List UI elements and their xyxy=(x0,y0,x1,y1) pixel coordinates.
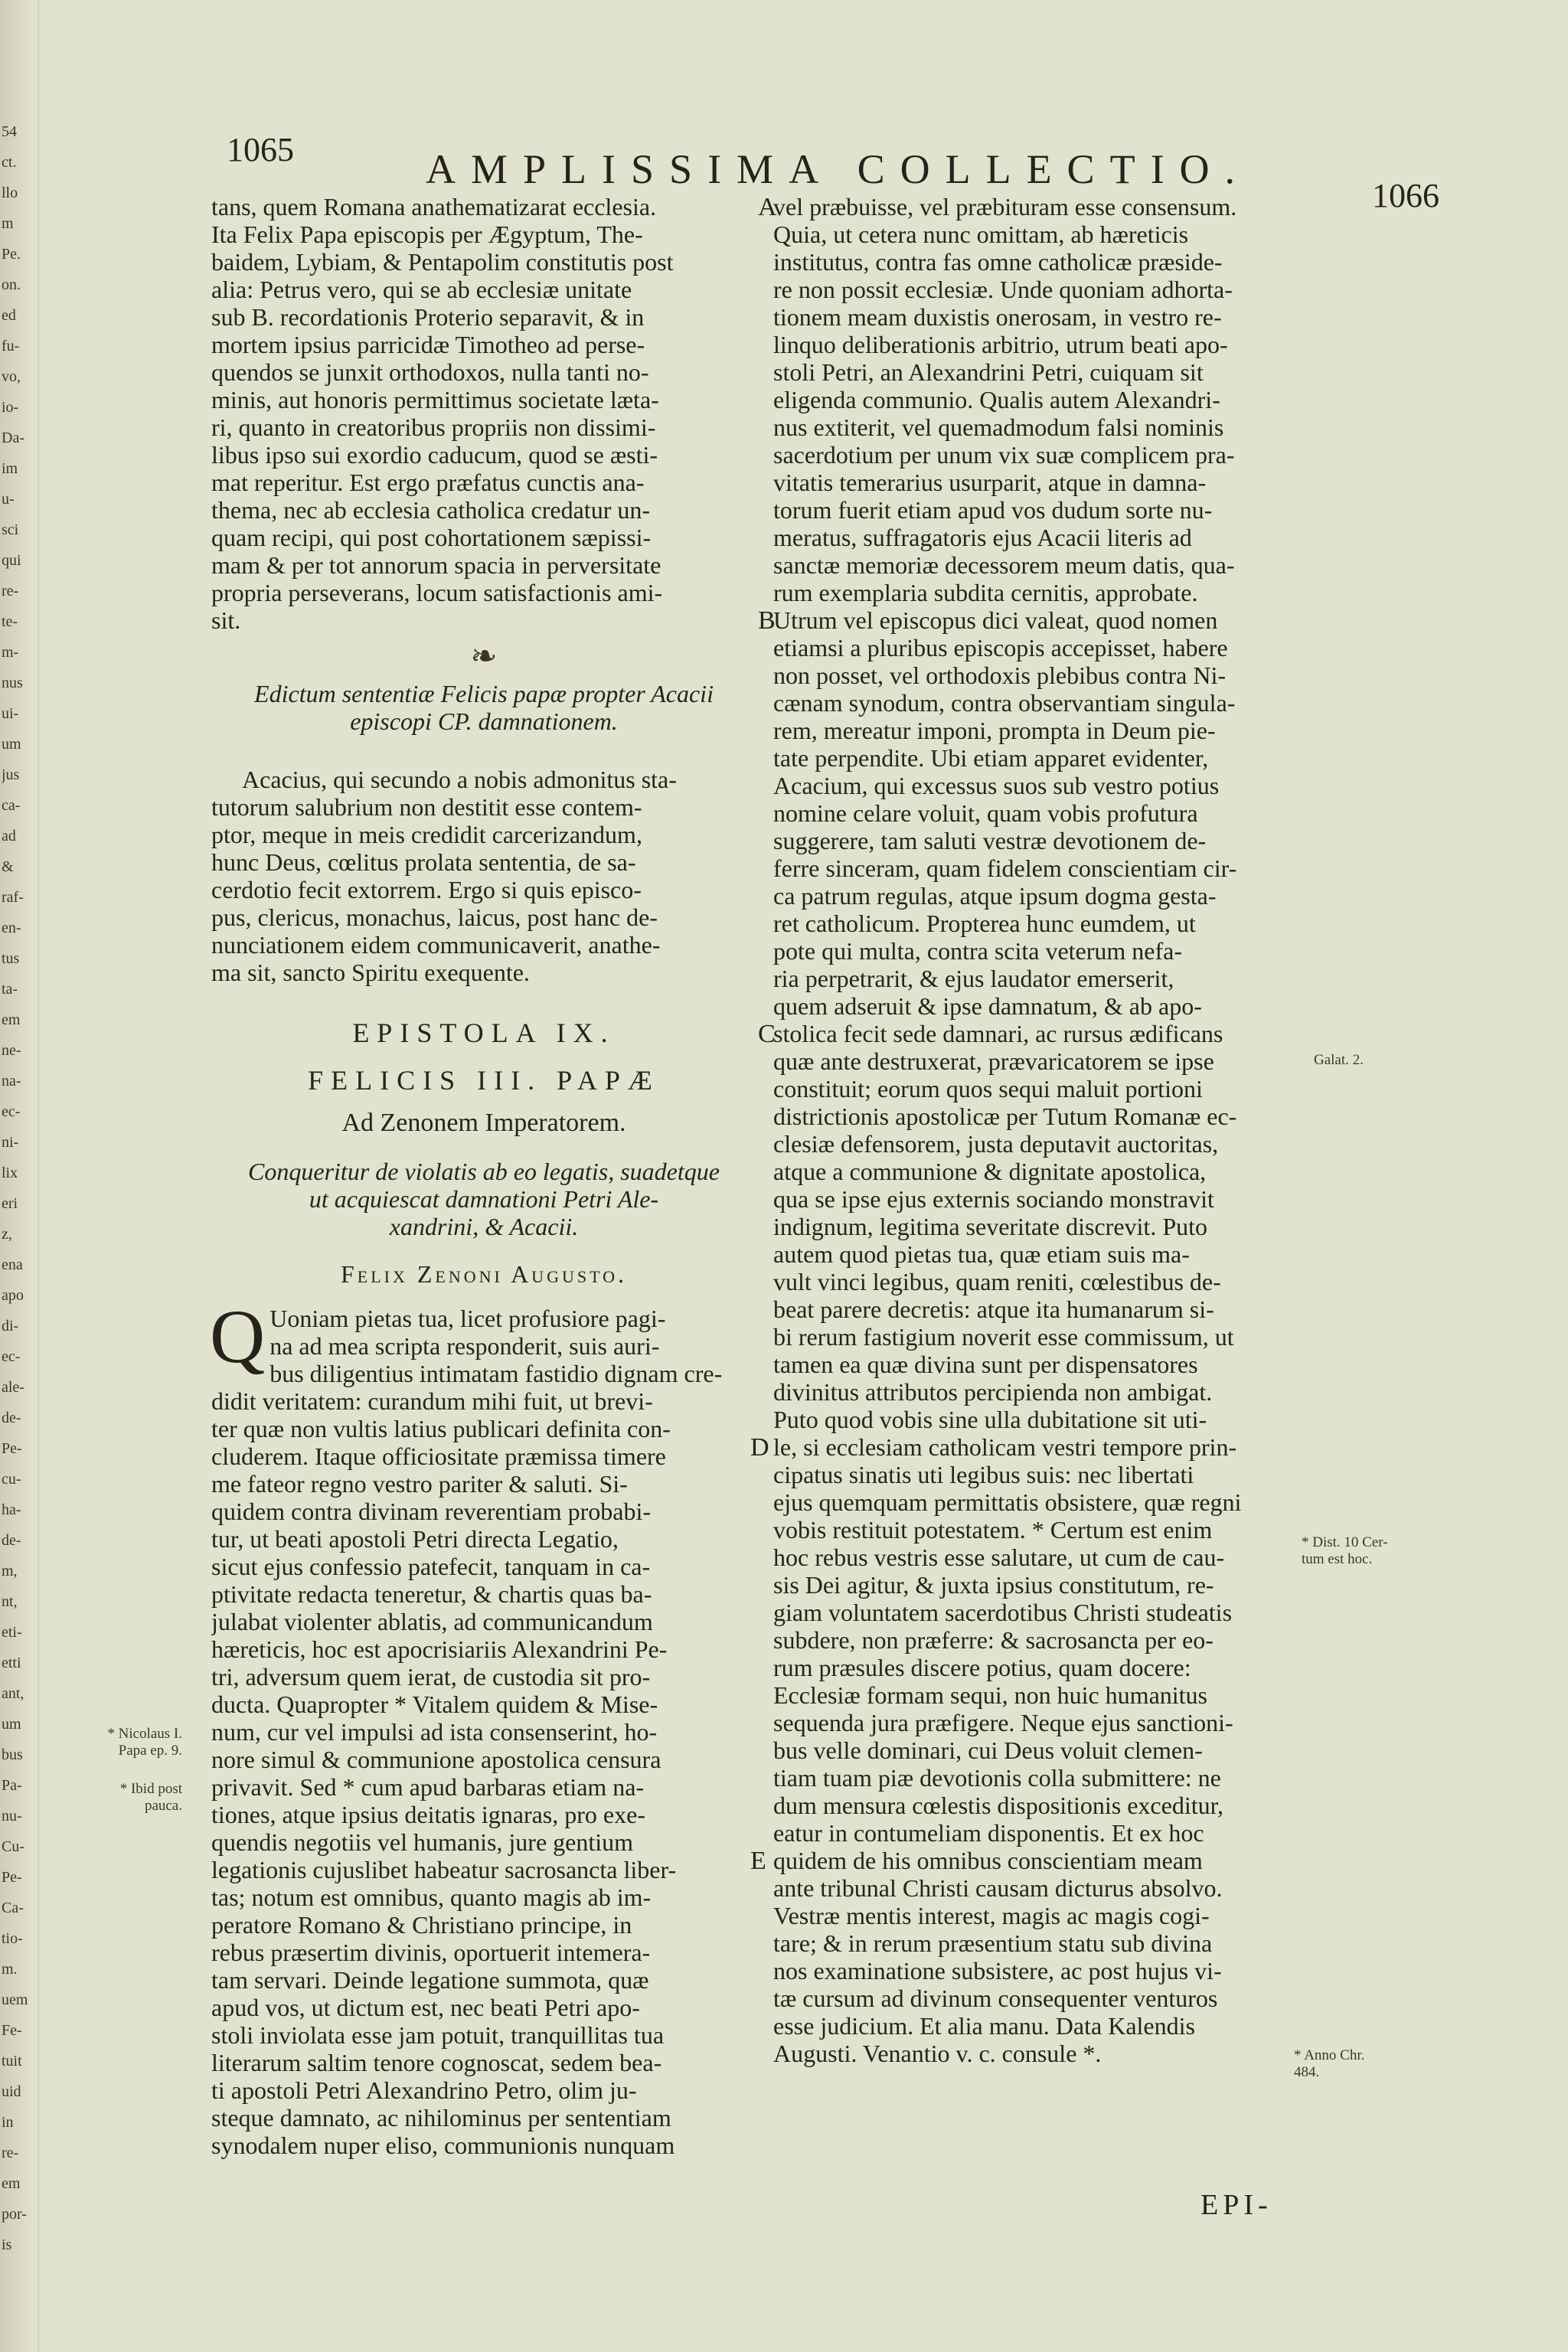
text-line: stoli Petri, an Alexandrini Petri, cuiquam sit xyxy=(773,358,1204,386)
text-line: divinitus attributos percipienda non ambigat. xyxy=(773,1378,1213,1406)
text-line: literarum saltim tenore cognoscat, sedem bea- xyxy=(211,2049,662,2076)
drop-cap: Q xyxy=(210,1294,266,1379)
summary-line-1: Conqueritur de violatis ab eo legatis, suadetque xyxy=(248,1158,720,1185)
text-line: na ad mea scripta responderit, suis auri- xyxy=(270,1332,660,1360)
edict-title-line-1: Edictum sententiæ Felicis papæ propter Acacii xyxy=(254,680,714,707)
spine-fragment: re- xyxy=(2,583,19,599)
spine-fragment: ui- xyxy=(2,705,19,722)
text-line: ferre sinceram, quam fidelem conscientiam cir- xyxy=(773,854,1237,882)
spine-fragment: ale- xyxy=(2,1379,24,1396)
spine-fragment: ad xyxy=(2,828,16,844)
spine-fragment: en- xyxy=(2,920,21,936)
text-line: cipatus sinatis uti legibus suis: nec libertati xyxy=(773,1461,1194,1488)
spine-fragment: Pe- xyxy=(2,1440,22,1457)
spine-fragment: u- xyxy=(2,491,15,508)
text-line: esse judicium. Et alia manu. Data Kalendis xyxy=(773,2012,1195,2040)
text-line: cænam synodum, contra observantiam singula- xyxy=(773,689,1236,717)
text-line: tutorum salubrium non destitit esse contem- xyxy=(211,793,642,821)
text-line: rum exemplaria subdita cernitis, approbate. xyxy=(773,579,1198,606)
spine-fragment: Ca- xyxy=(2,1900,24,1916)
text-line: Quia, ut cetera nunc omittam, ab hæreticis xyxy=(773,220,1189,248)
felicis-heading: FELICIS III. PAPÆ xyxy=(308,1065,660,1096)
spine-fragment: 54 xyxy=(2,123,17,140)
text-line: torum fuerit etiam apud vos dudum sorte nu- xyxy=(773,496,1213,524)
text-line: nunciationem eidem communicaverit, anathe- xyxy=(211,931,661,959)
spine-fragment: ca- xyxy=(2,797,21,814)
text-line: tans, quem Romana anathematizarat ecclesia. xyxy=(211,193,657,220)
text-line: quidem contra divinam reverentiam probabi- xyxy=(211,1498,652,1525)
salutation: Felix Zenoni Augusto. xyxy=(340,1260,628,1288)
text-line: rem, mereatur imponi, prompta in Deum pie- xyxy=(773,717,1216,744)
spine-fragment: Cu- xyxy=(2,1838,24,1855)
text-line: rum præsules discere potius, quam docere: xyxy=(773,1654,1191,1681)
text-line: tiones, atque ipsius deitatis ignaras, pro exe- xyxy=(211,1801,645,1828)
text-line: indignum, legitima severitate discrevit. Puto xyxy=(773,1213,1207,1240)
text-line: sis Dei agitur, & juxta ipsius constitutum, re- xyxy=(773,1571,1214,1599)
spine-fragment: m, xyxy=(2,1563,18,1579)
text-line: eatur in contumeliam disponentis. Et ex hoc xyxy=(773,1819,1204,1847)
text-line: Ita Felix Papa episcopis per Ægyptum, The- xyxy=(211,220,643,248)
text-line: num, cur vel impulsi ad ista consenserint, ho- xyxy=(211,1718,658,1746)
section-marker-e: E xyxy=(750,1847,766,1875)
text-line: ptivitate redacta teneretur, & chartis quas ba- xyxy=(211,1580,652,1608)
text-block-2 xyxy=(211,766,756,986)
margin-note-ibid: * Ibid post pauca. xyxy=(119,1781,182,1814)
text-line: tæ cursum ad divinum consequenter venturos xyxy=(773,1984,1218,2012)
text-line: vel præbuisse, vel præbituram esse consensum. xyxy=(773,193,1237,220)
edict-title-line-2: episcopi CP. damnationem. xyxy=(350,707,618,735)
ornament: ❧ xyxy=(470,639,498,675)
spine-fragment: Da- xyxy=(2,430,24,446)
right-column xyxy=(773,193,1314,2067)
spine-fragment: Pa- xyxy=(2,1777,22,1794)
text-line: nomine celare voluit, quam vobis profutura xyxy=(773,799,1198,827)
spine-fragment: llo xyxy=(2,185,18,201)
text-line: ptor, meque in meis credidit carcerizandum, xyxy=(211,821,642,848)
section-marker-b: B xyxy=(758,606,776,635)
text-line: alia: Petrus vero, qui se ab ecclesiæ unitate xyxy=(211,276,632,303)
text-line: julabat violenter ablatis, ad communicandum xyxy=(211,1608,653,1635)
spine-fragment: Pe. xyxy=(2,246,21,263)
text-line: ejus quemquam permittatis obsistere, quæ regni xyxy=(773,1488,1242,1516)
running-title: AMPLISSIMA COLLECTIO. xyxy=(426,146,1251,192)
spine-fragment: eri xyxy=(2,1195,18,1212)
summary-line-3: xandrini, & Acacii. xyxy=(389,1213,579,1240)
text-line: subdere, non præferre: & sacrosancta per eo- xyxy=(773,1626,1214,1654)
text-line: tate perpendite. Ubi etiam apparet evidenter, xyxy=(773,744,1209,772)
text-line: tionem meam duxistis onerosam, in vestro re- xyxy=(773,303,1222,331)
spine-fragment: em xyxy=(2,1011,21,1028)
text-line: quæ ante destruxerat, prævaricatorem se ipse xyxy=(773,1047,1214,1075)
text-line: eligenda communio. Qualis autem Alexandri- xyxy=(773,386,1220,413)
text-line: beat parere decretis: atque ita humanarum si- xyxy=(773,1295,1214,1323)
spine-fragment: Fe- xyxy=(2,2022,22,2039)
section-marker-d: D xyxy=(750,1433,769,1462)
spine-fragment: qui xyxy=(2,552,21,569)
spine-fragment: uem xyxy=(2,1991,28,2008)
text-line: linquo deliberationis arbitrio, utrum beati apo- xyxy=(773,331,1228,358)
spine-fragment: ta- xyxy=(2,981,18,998)
text-line: nos examinatione subsistere, ac post hujus vi- xyxy=(773,1957,1222,1984)
text-line: mam & per tot annorum spacia in perversitate xyxy=(211,551,662,579)
spine-fragment: ec- xyxy=(2,1348,21,1365)
summary-line-2: ut acquiescat damnationi Petri Ale- xyxy=(309,1185,659,1213)
spine-fragment: uid xyxy=(2,2083,21,2100)
text-line: qua se ipse ejus externis sociando monstravit xyxy=(773,1185,1214,1213)
text-line: Acacius, qui secundo a nobis admonitus sta- xyxy=(242,766,677,793)
text-line: ducta. Quapropter * Vitalem quidem & Mise- xyxy=(211,1690,658,1718)
spine-fragment: eti- xyxy=(2,1624,22,1641)
spine-fragment: de- xyxy=(2,1532,21,1549)
text-line: ma sit, sancto Spiritu exequente. xyxy=(211,959,530,986)
text-line: sit. xyxy=(211,606,241,634)
spine-fragment: io- xyxy=(2,399,19,416)
spine-fragment: tuit xyxy=(2,2053,22,2069)
text-line: sequenda jura præfigere. Neque ejus sanctioni- xyxy=(773,1709,1233,1736)
text-line: ter quæ non vultis latius publicari definita con- xyxy=(211,1415,671,1442)
spine-fragment: sci xyxy=(2,521,19,538)
text-line: tare; & in rerum præsentium statu sub divina xyxy=(773,1929,1213,1957)
spine-fragment: tio- xyxy=(2,1930,23,1947)
text-line: thema, nec ab ecclesia catholica credatur un- xyxy=(211,496,650,524)
spine-fragment: jus xyxy=(2,766,20,783)
spine-fragment: ec- xyxy=(2,1103,21,1120)
spine-fragment: ha- xyxy=(2,1501,21,1518)
text-line: autem quod pietas tua, quæ etiam suis ma- xyxy=(773,1240,1190,1268)
text-line: atque a communione & dignitate apostolica, xyxy=(773,1158,1207,1185)
text-block-3 xyxy=(210,1294,756,2159)
catchword: EPI- xyxy=(1200,2189,1272,2221)
spine-fragment: te- xyxy=(2,613,18,630)
text-line: le, si ecclesiam catholicam vestri tempore prin- xyxy=(773,1433,1237,1461)
text-line: quidem de his omnibus conscientiam meam xyxy=(773,1847,1203,1874)
text-line: dum mensura cœlestis dispositionis exceditur, xyxy=(773,1792,1223,1819)
text-line: bi rerum fastigium noverit esse commissum, ut xyxy=(773,1323,1234,1351)
spine-fragment: ena xyxy=(2,1256,23,1273)
text-line: ria perpetrarit, & ejus laudator emerserit, xyxy=(773,965,1174,992)
text-line: stolica fecit sede damnari, ac rursus ædificans xyxy=(773,1020,1223,1047)
text-line: tur, ut beati apostoli Petri directa Legatio, xyxy=(211,1525,619,1553)
text-line: vitatis temerarius usurparit, atque in damna- xyxy=(773,469,1207,496)
text-line: sacerdotium per unum vix suæ complicem pra- xyxy=(773,441,1235,469)
text-line: hunc Deus, cœlitus prolata sententia, de sa- xyxy=(211,848,636,876)
text-line: vobis restituit potestatem. * Certum est enim xyxy=(773,1516,1213,1544)
text-block-right xyxy=(773,193,1314,2067)
text-line: propria perseverans, locum satisfactionis ami- xyxy=(211,579,663,606)
spine-fragment: lix xyxy=(2,1165,18,1181)
text-line: nus extiterit, vel quemadmodum falsi nominis xyxy=(773,413,1224,441)
text-line: pus, clericus, monachus, laicus, post hanc de- xyxy=(211,903,658,931)
text-line: non posset, vel orthodoxis plebibus contra Ni- xyxy=(773,662,1227,689)
text-line: hæreticis, hoc est apocrisiariis Alexandrini Pe- xyxy=(211,1635,668,1663)
text-line: Augusti. Venantio v. c. consule *. xyxy=(773,2040,1102,2067)
spine-fragment: on. xyxy=(2,276,21,293)
text-line: meratus, suffragatoris ejus Acacii literis ad xyxy=(773,524,1192,551)
spine-fragment: Pe- xyxy=(2,1869,22,1886)
text-line: tamen ea quæ divina sunt per dispensatores xyxy=(773,1351,1198,1378)
text-line: ret catholicum. Propterea hunc eumdem, ut xyxy=(773,910,1196,937)
spine-fragment: tus xyxy=(2,950,20,967)
text-line: privavit. Sed * cum apud barbaras etiam na- xyxy=(211,1773,645,1801)
text-line: baidem, Lybiam, & Pentapolim constitutis post xyxy=(211,248,674,276)
text-line: Uoniam pietas tua, licet profusiore pagi- xyxy=(270,1305,666,1332)
spine-fragment: di- xyxy=(2,1318,19,1334)
text-line: libus ipso sui exordio caducum, quod se æsti- xyxy=(211,441,658,469)
text-line: Acacium, qui excessus suos sub vestro potius xyxy=(773,772,1220,799)
spine-fragment: por- xyxy=(2,2206,27,2223)
text-line: nore simul & communione apostolica censura xyxy=(211,1746,662,1773)
text-line: ti apostoli Petri Alexandrino Petro, olim ju- xyxy=(211,2076,637,2104)
spine-fragment: & xyxy=(2,858,14,875)
text-line: ca patrum regulas, atque ipsum dogma gesta- xyxy=(773,882,1217,910)
text-line: Vestræ mentis interest, magis ac magis cogi- xyxy=(773,1902,1210,1929)
text-line: bus velle dominari, cui Deus voluit clemen- xyxy=(773,1736,1203,1764)
spine-fragment: em xyxy=(2,2175,21,2192)
text-line: suggerere, tam saluti vestræ devotionem de- xyxy=(773,827,1207,854)
text-line: quendis negotiis vel humanis, jure gentium xyxy=(211,1828,634,1856)
ad-zenonem-heading: Ad Zenonem Imperatorem. xyxy=(341,1109,626,1137)
text-line: vult vinci legibus, quam reniti, cœlestibus de- xyxy=(773,1268,1221,1295)
epistola-heading: EPISTOLA IX. xyxy=(352,1018,616,1048)
text-line: clesiæ defensorem, justa deputavit auctoritas, xyxy=(773,1130,1219,1158)
spine-fragment: m- xyxy=(2,644,19,661)
left-column xyxy=(211,193,756,2159)
text-line: quam recipi, qui post cohortationem sæpissi- xyxy=(211,524,652,551)
text-line: districtionis apostolicæ per Tutum Romanæ ec- xyxy=(773,1102,1237,1130)
spine-fragment: z, xyxy=(2,1226,12,1243)
spine-fragment: nus xyxy=(2,675,23,691)
spine-fragment: ct. xyxy=(2,154,17,171)
margin-note-nicolaus: * Nicolaus I. Papa ep. 9. xyxy=(107,1726,182,1759)
spine-fragment: apo xyxy=(2,1287,24,1304)
section-marker-a: A xyxy=(758,193,777,221)
text-line: re non possit ecclesiæ. Unde quoniam adhorta- xyxy=(773,276,1233,303)
text-line: mat reperitur. Est ergo præfatus cunctis ana- xyxy=(211,469,645,496)
text-line: didit veritatem: curandum mihi fuit, ut brevi- xyxy=(211,1387,653,1415)
text-line: quendos se junxit orthodoxos, nulla tanti no- xyxy=(211,358,649,386)
text-block-1 xyxy=(211,193,756,634)
spine-fragment: re- xyxy=(2,2145,19,2161)
text-line: Puto quod vobis sine ulla dubitatione sit uti- xyxy=(773,1406,1207,1433)
text-line: rebus præsertim divinis, oportuerit intemera- xyxy=(211,1939,651,1966)
text-line: tam servari. Deinde legatione summota, quæ xyxy=(211,1966,649,1994)
spine-fragment: cu- xyxy=(2,1471,21,1488)
text-line: pote qui multa, contra scita veterum nefa- xyxy=(773,937,1183,965)
text-line: tri, adversum quem ierat, de custodia sit pro- xyxy=(211,1663,651,1690)
left-page-number: 1065 xyxy=(227,131,294,168)
text-line: tiam tuam piæ devotionis colla submittere: ne xyxy=(773,1764,1221,1792)
section-marker-c: C xyxy=(758,1020,776,1048)
spine-fragment: ant, xyxy=(2,1685,24,1702)
text-line: stoli inviolata esse jam potuit, tranquillitas tua xyxy=(211,2021,665,2049)
text-line: cluderem. Itaque officiositate præmissa timere xyxy=(211,1442,666,1470)
spine-fragment: fu- xyxy=(2,338,20,354)
spine-fragment: de- xyxy=(2,1410,21,1426)
spine-fragment: in xyxy=(2,2114,14,2131)
spine-fragment: m xyxy=(2,215,14,232)
spine-fragment: ed xyxy=(2,307,16,324)
text-line: tas; notum est omnibus, quanto magis ab im- xyxy=(211,1883,652,1911)
spine-fragment: raf- xyxy=(2,889,24,906)
text-line: Utrum vel episcopus dici valeat, quod nomen xyxy=(773,606,1218,634)
spine-fragment: im xyxy=(2,460,18,477)
text-line: legationis cujuslibet habeatur sacrosancta liber- xyxy=(211,1856,677,1883)
spine-fragment: nt, xyxy=(2,1593,18,1610)
text-line: etiamsi a pluribus episcopis accepisset, habere xyxy=(773,634,1228,662)
margin-note-galat: Galat. 2. xyxy=(1314,1052,1364,1068)
spine-fragment: ne- xyxy=(2,1042,21,1059)
spine-fragment: um xyxy=(2,1716,21,1733)
text-line: peratore Romano & Christiano principe, in xyxy=(211,1911,632,1939)
text-line: me fateor regno vestro pariter & saluti. Si- xyxy=(211,1470,628,1498)
text-line: ante tribunal Christi causam dicturus absolvo. xyxy=(773,1874,1223,1902)
letter-body xyxy=(210,1294,756,2159)
text-line: constituit; eorum quos sequi maluit portioni xyxy=(773,1075,1203,1102)
spine-fragment: na- xyxy=(2,1073,21,1089)
spine-fragment: nu- xyxy=(2,1808,22,1824)
text-line: apud vos, ut dictum est, nec beati Petri apo- xyxy=(211,1994,640,2021)
text-line: quem adseruit & ipse damnatum, & ab apo- xyxy=(773,992,1202,1020)
text-line: hoc rebus vestris esse salutare, ut cum de cau- xyxy=(773,1544,1225,1571)
text-line: synodalem nuper eliso, communionis nunquam xyxy=(211,2132,675,2159)
right-page-number: 1066 xyxy=(1372,177,1439,214)
spine-fragment: is xyxy=(2,2236,12,2253)
text-line: Ecclesiæ formam sequi, non huic humanitus xyxy=(773,1681,1207,1709)
text-line: giam voluntatem sacerdotibus Christi studeatis xyxy=(773,1599,1233,1626)
text-line: bus diligentius intimatam fastidio dignam cre- xyxy=(270,1360,723,1387)
text-line: institutus, contra fas omne catholicæ præside- xyxy=(773,248,1223,276)
text-line: ri, quanto in creatoribus propriis non dissimi- xyxy=(211,413,656,441)
text-line: minis, aut honoris permittimus societate læta- xyxy=(211,386,659,413)
text-line: sanctæ memoriæ decessorem meum datis, qua- xyxy=(773,551,1235,579)
text-line: cerdotio fecit extorrem. Ergo si quis episco- xyxy=(211,876,642,903)
text-line: mortem ipsius parricidæ Timotheo ad perse- xyxy=(211,331,645,358)
text-line: sicut ejus confessio patefecit, tanquam in ca- xyxy=(211,1553,651,1580)
spine-fragment: etti xyxy=(2,1655,21,1671)
spine-fragment: um xyxy=(2,736,21,753)
spine-fragment: vo, xyxy=(2,368,21,385)
margin-note-anno: * Anno Chr. 484. xyxy=(1294,2047,1365,2080)
adjacent-page-edge xyxy=(0,0,39,2352)
spine-fragment: bus xyxy=(2,1746,23,1763)
text-line: steque damnato, ac nihilominus per sententiam xyxy=(211,2104,671,2132)
margin-note-dist: * Dist. 10 Cer- tum est hoc. xyxy=(1302,1534,1388,1567)
text-line: sub B. recordationis Proterio separavit, & in xyxy=(211,303,645,331)
spine-fragment: ni- xyxy=(2,1134,19,1151)
spine-fragment: m. xyxy=(2,1961,18,1978)
